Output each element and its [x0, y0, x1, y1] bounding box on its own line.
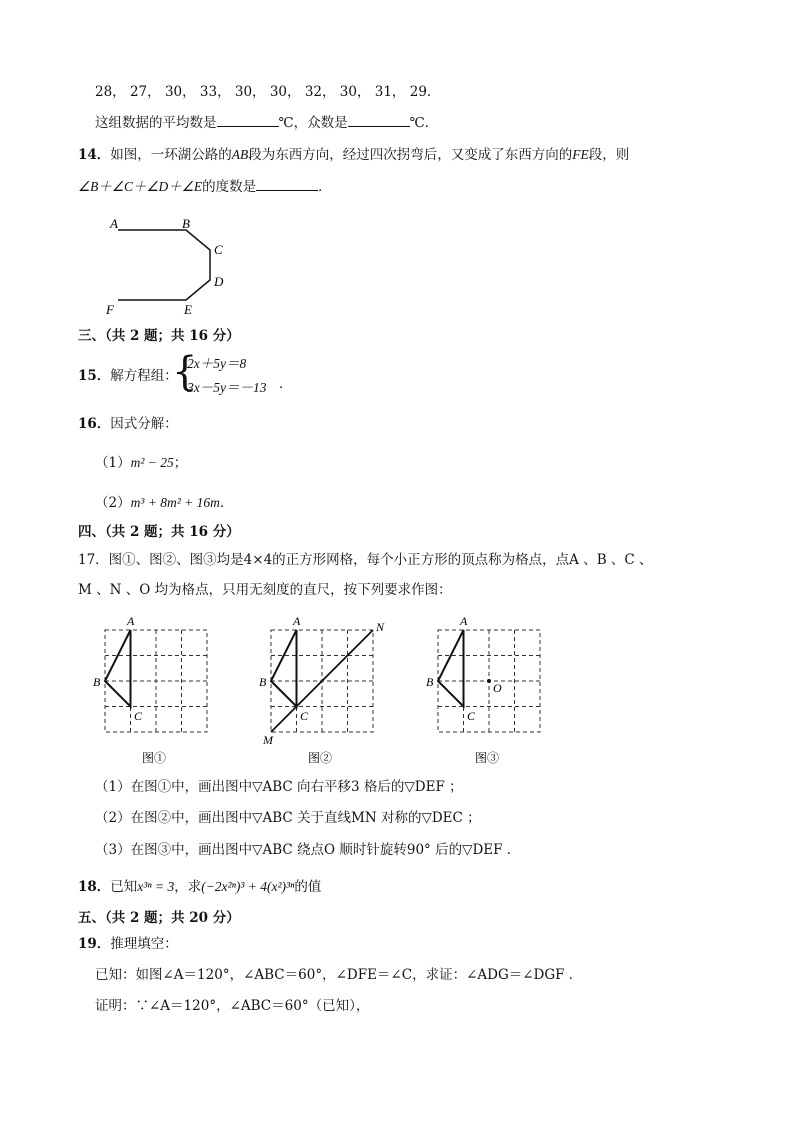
label-b: B: [182, 216, 190, 231]
q16-text: 因式分解：: [110, 416, 178, 432]
q16-part2: [95, 496, 224, 511]
q13-avg-prefix: 这组数据的平均数是: [95, 115, 217, 131]
q17-figure-3: [423, 612, 553, 767]
section-5-heading: 五、（共 2 题；共 20 分）: [78, 910, 240, 926]
q17-sub2: （2）在图②中，画出图中▽ABC 关于直线MN 对称的▽DEC ；: [95, 810, 481, 826]
q19-given: 已知：如图∠A＝120°，∠ABC＝60°，∠DFE＝∠C，求证：∠ADG＝∠DGF ．: [95, 967, 583, 983]
fig1-caption: 图①: [142, 751, 167, 765]
section-4-heading: 四、（共 2 题；共 16 分）: [78, 524, 240, 540]
q14-text-c: 段，则: [588, 147, 630, 163]
q17-figure-2: [256, 612, 396, 767]
data-row: 28， 27， 30， 33， 30， 30， 32， 30， 31， 29．: [95, 84, 441, 100]
q14-road-figure: [100, 210, 240, 320]
q17-sub3: （3）在图③中，画出图中▽ABC 绕点O 顺时针旋转90° 后的▽DEF ．: [95, 842, 521, 858]
q14-text-a: 如图，一环湖公路的: [110, 147, 232, 163]
q15-end: ．: [279, 376, 293, 392]
q17-figure-1: [90, 612, 220, 767]
q18-expression: (−2x²ⁿ)³ + 4(x²)³ⁿ: [201, 879, 295, 894]
fig2-label-m: M: [263, 733, 273, 747]
label-e: E: [184, 302, 192, 317]
q15-label: [78, 370, 178, 384]
q16-p1-end: ；: [173, 455, 188, 471]
q18-number: 18．: [78, 879, 111, 895]
q16-p1-label: （1）: [95, 455, 131, 471]
q14-line1: [78, 148, 629, 163]
q14-seg2: FE: [572, 147, 589, 162]
q16-p2-end: .: [219, 495, 225, 511]
q15-eq2: 3x－5y＝－13: [187, 380, 267, 395]
label-a: A: [110, 216, 118, 231]
q18-text-a: 已知: [110, 879, 138, 895]
fig2-label-c: C: [300, 709, 309, 723]
q13-mode-prefix: ，众数是: [293, 115, 348, 131]
q13-end: ．: [424, 115, 439, 131]
point-o: [487, 679, 491, 683]
q18-text-b: ，求: [174, 879, 202, 895]
q14-text-d: 的度数是: [202, 179, 257, 195]
q19-number: 19．: [78, 936, 111, 952]
q17-sub1: （1）在图①中，画出图中▽ABC 向右平移3 格后的▽DEF ；: [95, 779, 463, 795]
q17-line1: 17．图①、图②、图③均是4×4的正方形网格，每个小正方形的顶点称为格点，点A 、B 、C 、: [78, 552, 653, 568]
fig2-label-n: N: [376, 620, 385, 634]
label-d: D: [214, 274, 224, 289]
road-polyline: [118, 230, 210, 300]
fig3-caption: 图③: [475, 751, 500, 765]
q19-title: 推理填空：: [110, 936, 178, 952]
fig3-label-o: O: [493, 681, 502, 695]
q18-condition: x³ⁿ = 3: [137, 879, 175, 894]
q15-number: 15．: [78, 368, 111, 384]
q13-avg-blank[interactable]: [217, 126, 279, 127]
fig3-label-b: B: [426, 675, 434, 689]
q16-number: 16．: [78, 416, 111, 432]
fig1-label-c: C: [134, 709, 143, 723]
q14-blank[interactable]: [256, 190, 318, 191]
q17-line2: M 、N 、O 均为格点，只用无刻度的直尺，按下列要求作图：: [78, 582, 452, 598]
q14-text-b: 段为东西方向，经过四次拐弯后，又变成了东西方向的: [248, 147, 573, 163]
q15-eq1: 2x＋5y＝8: [187, 356, 247, 371]
q13-unit-2: ℃: [409, 115, 425, 131]
q14-seg1: AB: [231, 147, 249, 162]
q16-p2-label: （2）: [95, 495, 131, 511]
grid-1: [105, 630, 207, 732]
q19-proof: 证明：∵∠A＝120°，∠ABC＝60°（已知），: [95, 998, 370, 1014]
fig2-label-b: B: [259, 675, 267, 689]
q16-part1: [95, 456, 187, 471]
fig1-label-a: A: [127, 614, 135, 628]
q13-unit: ℃: [278, 115, 294, 131]
q18-text-c: 的值: [294, 879, 322, 895]
q16-p1-expr: m² − 25: [130, 455, 174, 470]
q14-line2: [78, 180, 332, 195]
fig1-label-b: B: [93, 675, 101, 689]
q18-line: [78, 880, 321, 895]
fig2-caption: 图②: [308, 751, 333, 765]
q15-brace: {: [172, 349, 198, 395]
q13-mode-blank[interactable]: [348, 126, 410, 127]
triangle-abc: [271, 630, 297, 707]
q13-question: [95, 117, 438, 131]
q14-end: ．: [318, 179, 332, 195]
q15-text: 解方程组：: [110, 368, 178, 384]
q16-label: [78, 418, 178, 432]
fig3-label-a: A: [460, 614, 468, 628]
q14-number: 14．: [78, 147, 111, 163]
q16-p2-expr: m³ + 8m² + 16m: [130, 495, 220, 510]
label-f: F: [106, 302, 114, 317]
fig2-label-a: A: [293, 614, 301, 628]
fig3-label-c: C: [467, 709, 476, 723]
section-3-heading: 三、（共 2 题；共 16 分）: [78, 328, 240, 344]
triangle-abc: [438, 630, 464, 707]
label-c: C: [214, 242, 223, 257]
q19-title-line: [78, 938, 178, 952]
q14-expr: ∠B＋∠C＋∠D＋∠E: [78, 179, 203, 194]
triangle-abc: [105, 630, 131, 707]
